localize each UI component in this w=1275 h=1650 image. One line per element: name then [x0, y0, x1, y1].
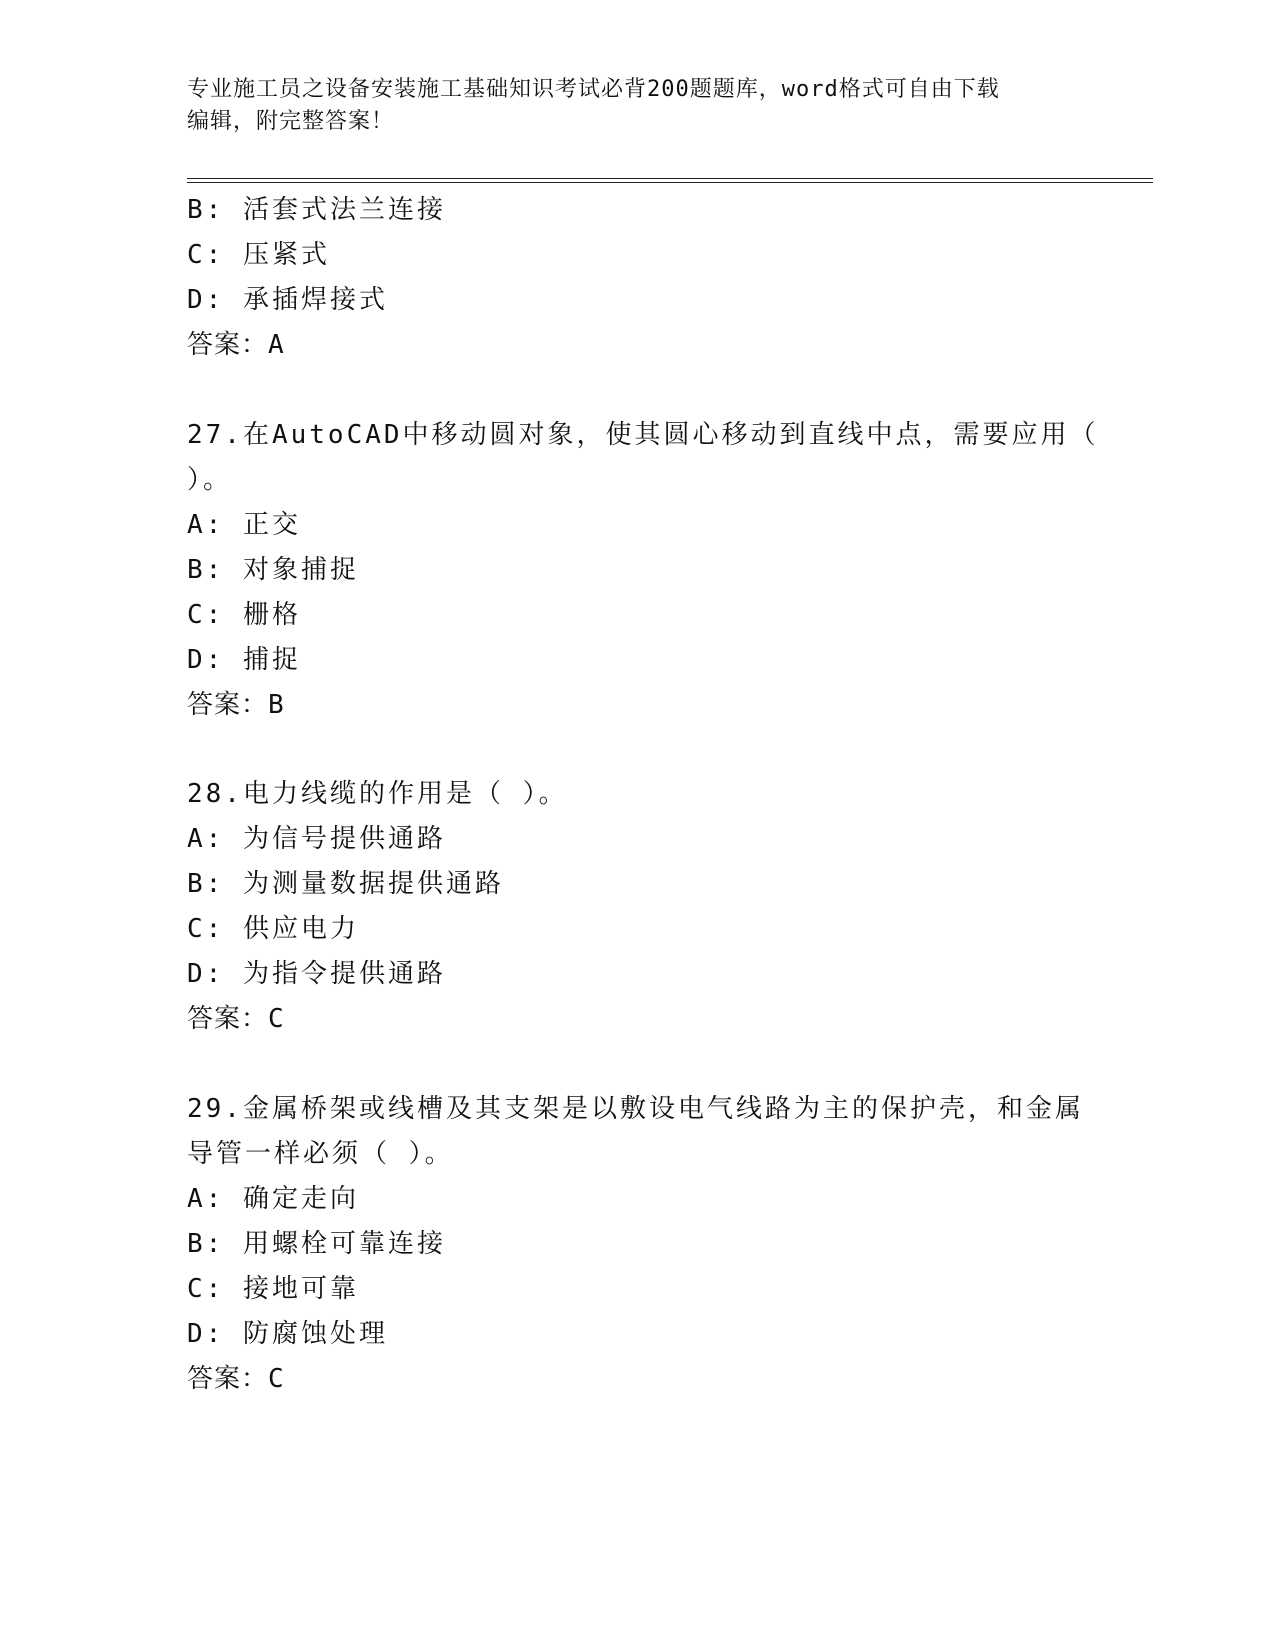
q26-answer: 答案：A [187, 330, 285, 360]
q26-option-c: C: 压紧式 [187, 240, 330, 270]
q29-option-a: A: 确定走向 [187, 1184, 359, 1214]
header-line-1: 专业施工员之设备安装施工基础知识考试必背200题题库，word格式可自由下载 [187, 77, 1000, 102]
q28-stem-line-1: 28.电力线缆的作用是（ ）。 [187, 779, 568, 809]
q28-option-c: C: 供应电力 [187, 914, 359, 944]
q28-option-a: A: 为信号提供通路 [187, 824, 446, 854]
q28-option-d: D: 为指令提供通路 [187, 959, 446, 989]
q28-answer: 答案：C [187, 1004, 285, 1034]
document-header [187, 74, 1067, 138]
q27-option-b: B: 对象捕捉 [187, 555, 359, 585]
q29-stem-line-2: 导管一样必须（ ）。 [187, 1139, 454, 1169]
q27-option-d: D: 捕捉 [187, 645, 301, 675]
q29-option-c: C: 接地可靠 [187, 1274, 359, 1304]
q27-stem-line-2: ）。 [187, 465, 233, 495]
q26-option-b: B: 活套式法兰连接 [187, 195, 446, 225]
q27-option-a: A: 正交 [187, 510, 301, 540]
header-divider-bottom [187, 182, 1153, 183]
q29-stem-line-1: 29.金属桥架或线槽及其支架是以敷设电气线路为主的保护壳，和金属 [187, 1094, 1084, 1124]
q29-answer: 答案：C [187, 1364, 285, 1394]
q27-answer: 答案：B [187, 690, 285, 720]
q27-option-c: C: 栅格 [187, 600, 301, 630]
q29-option-d: D: 防腐蚀处理 [187, 1319, 388, 1349]
q29-option-b: B: 用螺栓可靠连接 [187, 1229, 446, 1259]
q28-option-b: B: 为测量数据提供通路 [187, 869, 504, 899]
header-divider-top [187, 178, 1153, 179]
header-line-2: 编辑，附完整答案！ [187, 109, 395, 134]
q26-option-d: D: 承插焊接式 [187, 285, 388, 315]
q27-stem-line-1: 27.在AutoCAD中移动圆对象，使其圆心移动到直线中点，需要应用（ [187, 420, 1099, 450]
